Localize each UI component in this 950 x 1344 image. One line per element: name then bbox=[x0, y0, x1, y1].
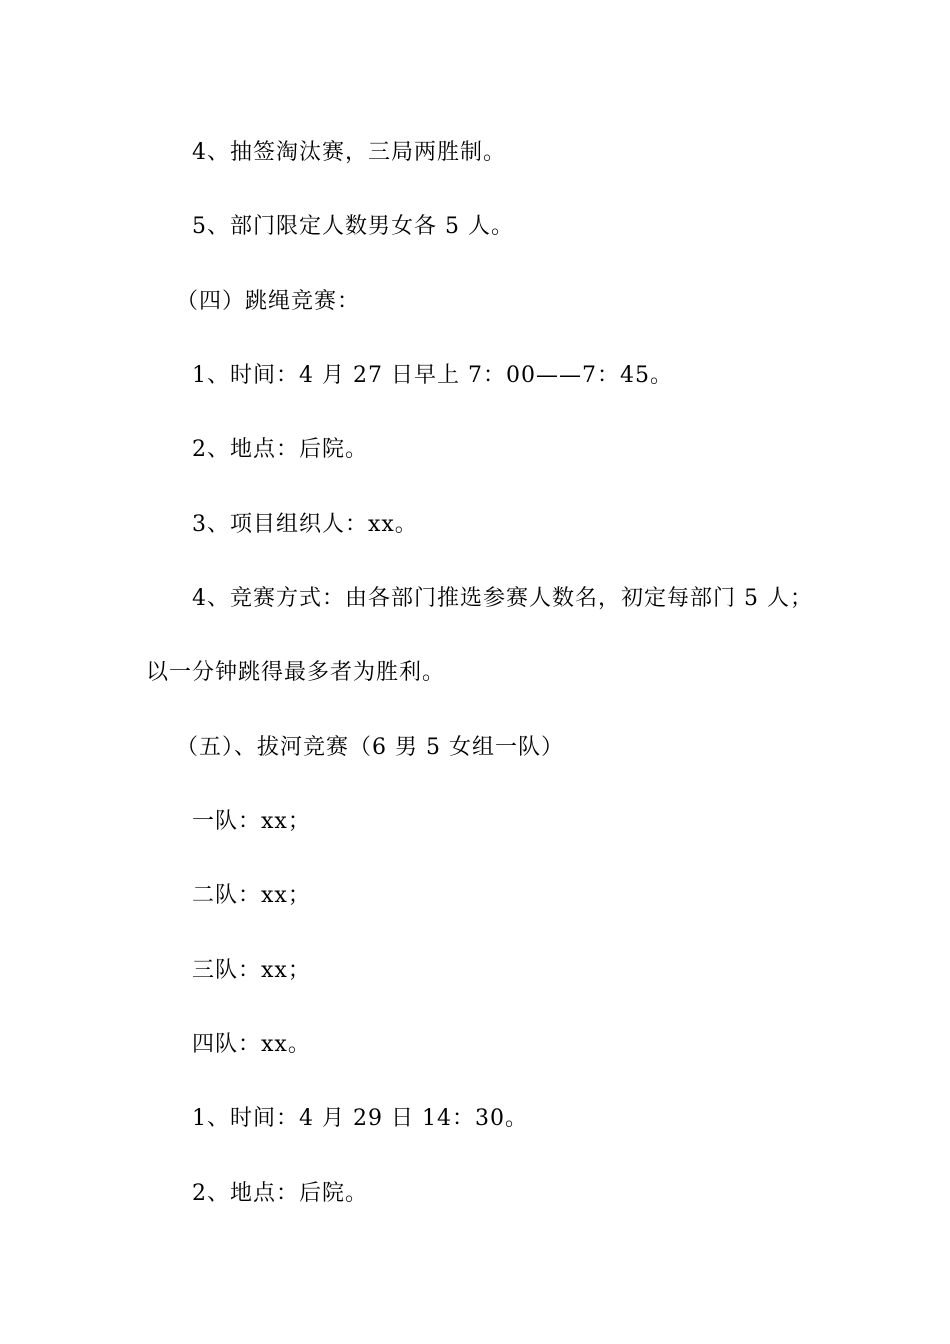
team-line: 四队：xx。 bbox=[192, 1032, 311, 1057]
section-heading: （四）跳绳竞赛： bbox=[176, 289, 361, 314]
paragraph-line: 5、部门限定人数男女各 5 人。 bbox=[192, 214, 514, 239]
team-line: 一队：xx； bbox=[192, 809, 311, 834]
paragraph-line: 2、地点：后院。 bbox=[192, 437, 368, 462]
section-heading: （五）、拔河竞赛（6 男 5 女组一队） bbox=[176, 735, 564, 760]
paragraph-line: 2、地点：后院。 bbox=[192, 1181, 368, 1206]
paragraph-line: 4、抽签淘汰赛，三局两胜制。 bbox=[192, 140, 506, 165]
paragraph-continuation: 以一分钟跳得最多者为胜利。 bbox=[146, 660, 446, 685]
paragraph-line: 3、项目组织人：xx。 bbox=[192, 512, 418, 537]
paragraph-line: 1、时间：4 月 29 日 14：30。 bbox=[192, 1106, 528, 1131]
team-line: 二队：xx； bbox=[192, 883, 311, 908]
paragraph-line: 4、竞赛方式：由各部门推选参赛人数名，初定每部门 5 人； bbox=[192, 586, 813, 611]
team-line: 三队：xx； bbox=[192, 958, 311, 983]
paragraph-line: 1、时间：4 月 27 日早上 7：00——7：45。 bbox=[192, 363, 673, 388]
